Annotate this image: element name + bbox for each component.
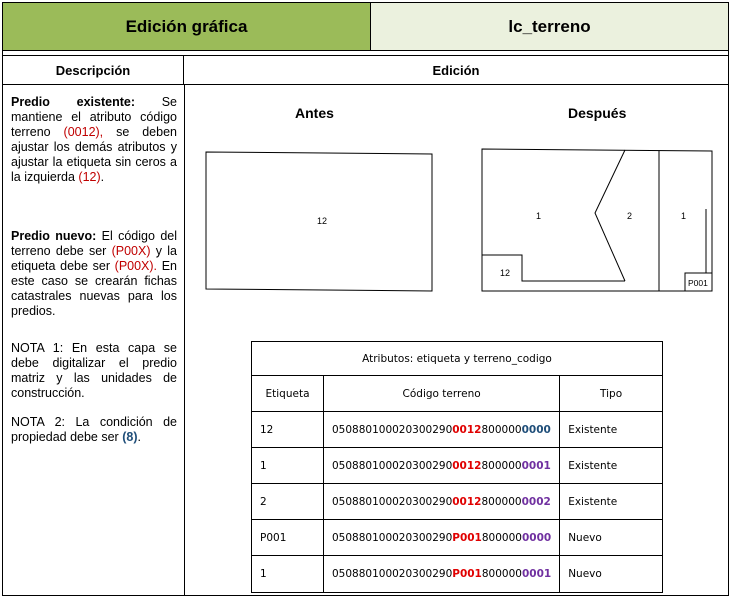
after-parcel-map bbox=[481, 147, 713, 293]
table-row bbox=[252, 520, 663, 556]
tipo-cell: Nuevo bbox=[560, 520, 663, 556]
etiqueta-cell: 2 bbox=[252, 484, 324, 520]
note-1: NOTA 1: En esta capa se debe digitalizar el predio matriz y las unidades de construcción. bbox=[11, 341, 177, 400]
table-row bbox=[252, 448, 663, 484]
code-part: 800000 bbox=[481, 568, 522, 580]
before-label: Antes bbox=[295, 105, 334, 121]
parcel-label: 12 bbox=[500, 268, 511, 278]
code-part: 050880100020300290 bbox=[332, 531, 453, 544]
tipo-cell: Existente bbox=[560, 484, 663, 520]
code-part: 800000 bbox=[481, 495, 522, 508]
desc-text: El código del terreno debe ser bbox=[11, 229, 177, 258]
highlight-label: (12) bbox=[78, 170, 101, 184]
note-2 bbox=[11, 415, 177, 445]
desc-text: . bbox=[100, 170, 105, 184]
parcel-label: 1 bbox=[681, 211, 687, 221]
tipo-cell: Nuevo bbox=[560, 556, 663, 593]
desc-text: y la etiqueta debe ser bbox=[11, 244, 177, 273]
attributes-table bbox=[251, 341, 663, 593]
desc-text: Se mantiene el atributo código terreno bbox=[11, 95, 177, 139]
parcel-label: 2 bbox=[627, 211, 633, 221]
existing-parcel-title: Predio existente: bbox=[11, 95, 135, 109]
highlight-code: (P00X) bbox=[111, 244, 151, 258]
column-divider bbox=[184, 85, 185, 595]
parcel-outline bbox=[482, 149, 712, 291]
new-parcel-text bbox=[11, 229, 177, 319]
codigo-cell bbox=[324, 520, 560, 556]
code-part: 050880100020300290 bbox=[332, 495, 453, 508]
layer-name: lc_terreno bbox=[371, 3, 728, 51]
desc-text: . bbox=[137, 430, 141, 444]
code-suffix-part: 0000 bbox=[521, 423, 551, 436]
after-label: Después bbox=[568, 105, 627, 121]
division-line bbox=[595, 150, 625, 281]
parcel-label: 1 bbox=[536, 211, 542, 221]
parcel-label: P001 bbox=[688, 278, 708, 288]
code-terreno-part: 0012 bbox=[452, 459, 482, 472]
code-terreno-part: 0012 bbox=[452, 423, 482, 436]
code-part: 050880100020300290 bbox=[332, 423, 453, 436]
etiqueta-cell: 1 bbox=[252, 556, 324, 593]
codigo-cell bbox=[324, 448, 560, 484]
tipo-cell: Existente bbox=[560, 412, 663, 448]
desc-text: En este caso se crearán fichas catastrales nuevas para los predios. bbox=[11, 259, 178, 318]
section-title: Edición gráfica bbox=[3, 3, 371, 51]
parcel-label: 12 bbox=[317, 216, 328, 226]
etiqueta-cell: 12 bbox=[252, 412, 324, 448]
table-row bbox=[252, 484, 663, 520]
etiqueta-cell: P001 bbox=[252, 520, 324, 556]
codigo-cell bbox=[324, 484, 560, 520]
table-row bbox=[252, 412, 663, 448]
existing-parcel-text bbox=[11, 95, 177, 185]
code-part: 800000 bbox=[481, 531, 522, 544]
description-header: Descripción bbox=[3, 55, 184, 85]
column-header: Etiqueta bbox=[252, 376, 324, 412]
highlight-code: (0012), bbox=[63, 125, 104, 139]
tipo-cell: Existente bbox=[560, 448, 663, 484]
codigo-cell bbox=[324, 412, 560, 448]
table-row bbox=[252, 556, 663, 593]
code-suffix-part: 0001 bbox=[521, 459, 551, 472]
table-title: Atributos: etiqueta y terreno_codigo bbox=[252, 342, 663, 376]
code-suffix-part: 0001 bbox=[521, 568, 552, 580]
document-frame bbox=[2, 2, 729, 596]
code-suffix-part: 0000 bbox=[521, 531, 552, 544]
desc-text: NOTA 2: La condición de propiedad debe ser bbox=[11, 415, 177, 444]
desc-text: se deben ajustar los demás atributos y ajustar la etiqueta sin ceros a la izquierda bbox=[11, 125, 177, 184]
code-part: 050880100020300290 bbox=[332, 568, 453, 580]
new-parcel-title: Predio nuevo: bbox=[11, 229, 97, 243]
code-suffix-part: 0002 bbox=[521, 495, 551, 508]
edition-header: Edición bbox=[184, 55, 728, 85]
code-terreno-part: P001 bbox=[452, 531, 482, 544]
code-part: 800000 bbox=[481, 423, 522, 436]
column-header: Código terreno bbox=[324, 376, 560, 412]
code-terreno-part: P001 bbox=[452, 568, 482, 580]
codigo-cell bbox=[324, 556, 560, 593]
code-part: 050880100020300290 bbox=[332, 459, 453, 472]
highlight-label: (P00X). bbox=[114, 259, 158, 273]
code-part: 800000 bbox=[481, 459, 522, 472]
column-header: Tipo bbox=[560, 376, 663, 412]
etiqueta-cell: 1 bbox=[252, 448, 324, 484]
code-terreno-part: 0012 bbox=[452, 495, 482, 508]
before-parcel-map bbox=[205, 147, 433, 293]
highlight-condition: (8) bbox=[122, 430, 138, 444]
